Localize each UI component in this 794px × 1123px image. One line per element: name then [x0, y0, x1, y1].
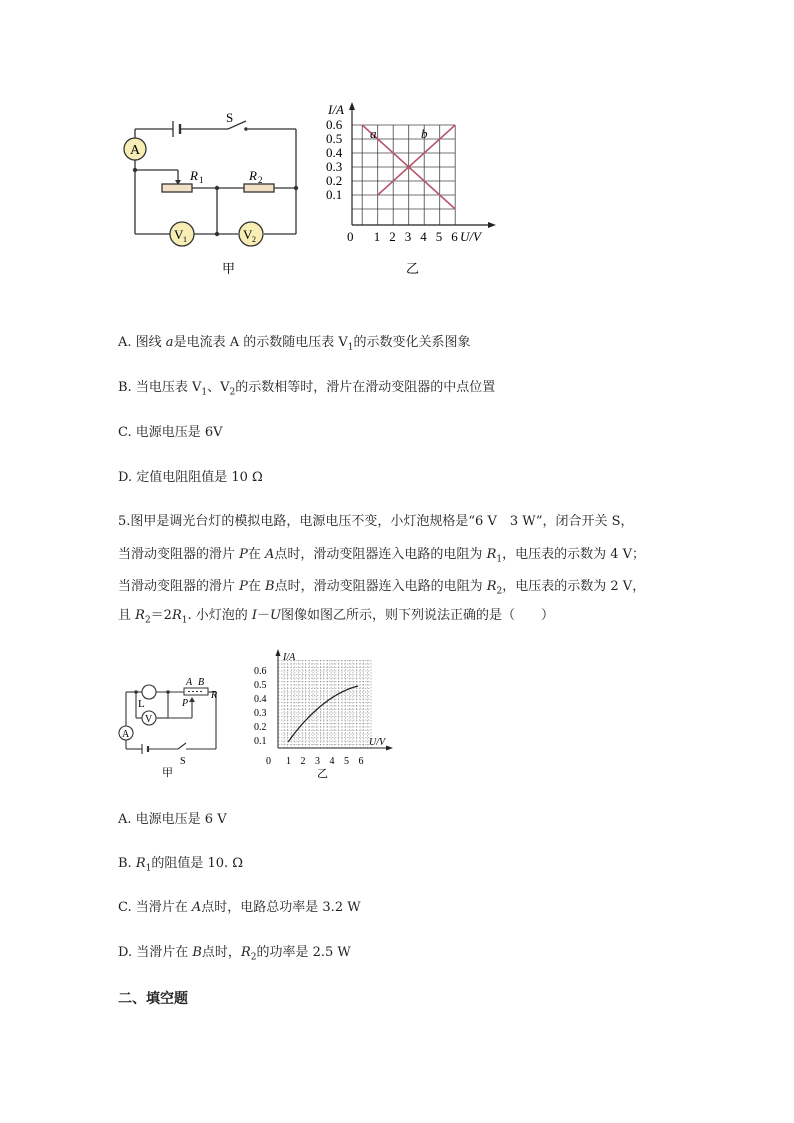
line-a-label: a [370, 126, 377, 141]
y-tick-label: 0.2 [254, 722, 267, 733]
switch-label: S [226, 110, 234, 125]
subscript: 1 [201, 387, 208, 398]
q4-option-d[interactable]: D. 定值电阻阻值是 10 Ω [118, 470, 263, 485]
q5-option-a[interactable]: A. 电源电压是 6 V [118, 812, 227, 827]
r1-label: R [190, 168, 198, 183]
point-a-label: A [186, 677, 193, 688]
y-tick-label: 0.1 [254, 736, 267, 747]
v1-subscript: 1 [183, 235, 187, 244]
subscript: 2 [229, 387, 236, 398]
point-b-label: B [198, 677, 205, 688]
ammeter-label: A [130, 143, 141, 158]
x-tick-label: 4 [329, 756, 335, 767]
x-tick-label: 0 [347, 229, 354, 244]
option-text: A. 图线 [118, 335, 166, 350]
v2-subscript: 2 [252, 235, 256, 244]
q4-option-b[interactable] [118, 379, 495, 402]
y-axis-label: I/A [328, 102, 344, 117]
option-text: 的示数相等时，滑片在滑动变阻器的中点位置 [235, 380, 496, 395]
option-text: B. 当电压表 V [118, 380, 202, 395]
voltmeter-label: V [145, 714, 153, 725]
y-tick-label: 0.2 [326, 173, 343, 188]
x-tick-label: 3 [315, 756, 320, 767]
line-b-label: b [421, 126, 428, 141]
q5-option-b[interactable]: B. $R_1$的阻值是 10. Ω [118, 856, 244, 874]
x-tick-label: 5 [435, 229, 443, 244]
option-text: 、V [207, 380, 230, 395]
circuit-caption: 甲 [162, 767, 173, 779]
q5-stem-line1: 5.图甲是调光台灯的模拟电路，电源电压不变，小灯泡规格是“6 V 3 W”，闭合开关 S， [118, 514, 634, 529]
x-tick-label: 3 [404, 229, 412, 244]
r2-label: R [249, 168, 257, 183]
y-tick-label: 0.5 [254, 680, 267, 691]
y-tick-label: 0.6 [254, 666, 267, 677]
y-tick-label: 0.4 [254, 694, 267, 705]
circuit-diagram-1 [118, 100, 318, 290]
y-tick-label: 0.6 [326, 117, 343, 132]
x-tick-label: 5 [344, 756, 349, 767]
x-tick-label: 2 [389, 229, 396, 244]
x-tick-label: 4 [420, 229, 427, 244]
x-tick-label: 0 [266, 756, 271, 767]
slider-p-label: P [182, 698, 189, 709]
r2-subscript: 2 [258, 175, 263, 185]
option-text: 是电流表 A 的示数随电压表 V [173, 335, 348, 350]
ammeter-label: A [122, 729, 130, 740]
subscript: 1 [347, 342, 354, 353]
q4-option-c[interactable]: C. 电源电压是 6V [118, 425, 223, 440]
circuit-diagram-2 [112, 672, 227, 782]
x-tick-label: 6 [358, 756, 364, 767]
italic-var: a [165, 335, 174, 350]
y-tick-label: 0.5 [326, 131, 343, 146]
v1-label: V [174, 227, 184, 242]
graph-caption: 乙 [317, 768, 328, 780]
y-tick-label: 0.1 [326, 187, 343, 202]
x-tick-label: 1 [373, 229, 381, 244]
iu-graph-1 [322, 100, 502, 290]
lamp-label: L [138, 698, 145, 710]
graph-caption: 乙 [406, 261, 420, 276]
iu-graph-2 [250, 648, 395, 783]
y-tick-label: 0.3 [326, 159, 343, 174]
series-line-b [378, 125, 456, 195]
q4-option-a[interactable] [118, 334, 471, 357]
circuit-caption: 甲 [222, 261, 236, 276]
y-axis-label: I/A [283, 652, 296, 663]
x-tick-label: 6 [451, 229, 458, 244]
section-heading: 二、填空题 [118, 991, 188, 1007]
q5-stem-line2: 当滑动变阻器的滑片 P在 A点时，滑动变阻器连入电路的电阻为 $R_1$，电压表的示数为 4 V； [118, 547, 646, 565]
x-axis-label: U/V [369, 737, 386, 748]
v2-label: V [243, 227, 253, 242]
switch-label: S [180, 756, 186, 767]
y-tick-label: 0.3 [254, 708, 267, 719]
q5-option-c[interactable]: C. 当滑片在 A点时，电路总功率是 3.2 W [118, 900, 361, 915]
option-text: 的示数变化关系图象 [353, 335, 471, 350]
y-tick-label: 0.4 [326, 145, 343, 160]
x-tick-label: 1 [286, 756, 291, 767]
r1-subscript: 1 [199, 175, 204, 185]
x-tick-label: 2 [300, 756, 306, 767]
q5-stem-line3: 当滑动变阻器的滑片 P在 B点时，滑动变阻器连入电路的电阻为 $R_2$，电压表的示数为 2 V， [118, 579, 646, 597]
x-axis-label: U/V [460, 229, 481, 244]
lamp-icon [142, 685, 156, 699]
q5-option-d[interactable]: D. 当滑片在 B点时，$R_2$的功率是 2.5 W [118, 945, 351, 963]
q5-stem-line4: 且 $R_2=2R_1$. 小灯泡的 I－U图像如图乙所示，则下列说法正确的是（ ） [118, 608, 555, 626]
rheostat-label: R [211, 690, 218, 701]
